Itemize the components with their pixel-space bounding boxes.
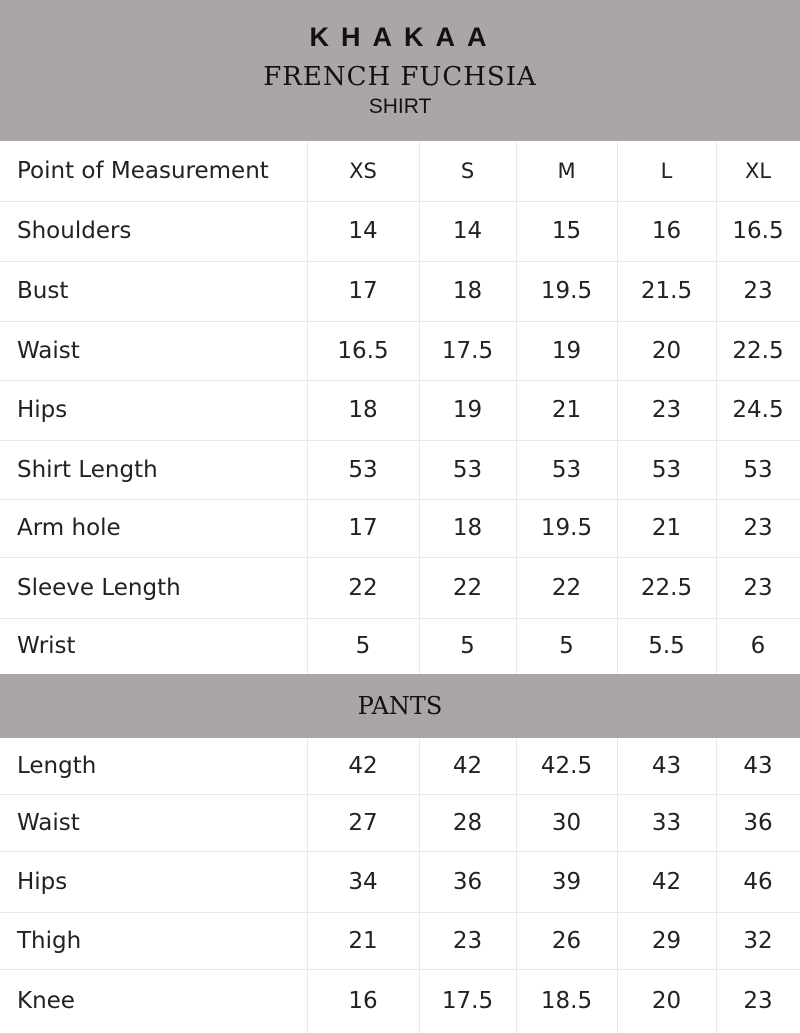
size-value: 20 (651, 988, 682, 1014)
size-value: 23 (743, 574, 773, 601)
size-value: 23 (743, 988, 773, 1014)
size-value: 18 (452, 278, 483, 304)
size-value: XS (349, 159, 377, 183)
pants-section-title: PANTS (0, 674, 800, 738)
shirt-section-title: SHIRT (368, 95, 432, 118)
size-value: 23 (452, 927, 483, 954)
column-divider (307, 738, 308, 1033)
size-value: 16 (651, 218, 682, 244)
size-value: 42.5 (540, 753, 593, 779)
size-value: 19.5 (540, 278, 593, 304)
size-value: 26 (551, 927, 582, 954)
column-divider (716, 738, 717, 1033)
size-value: 19 (452, 397, 483, 423)
size-value: 53 (551, 456, 582, 483)
row-label: Shirt Length (17, 456, 158, 483)
size-value: 22 (452, 574, 483, 601)
size-value: 17 (348, 515, 378, 541)
size-value: 19 (551, 337, 582, 364)
column-divider (516, 738, 517, 1033)
row-label: Sleeve Length (17, 574, 181, 601)
size-value: 16.5 (732, 218, 784, 244)
size-value: 27 (348, 809, 378, 836)
row-label: Waist (17, 337, 80, 364)
size-value: 21 (348, 927, 378, 954)
size-value: 19.5 (540, 515, 593, 541)
size-value: 22.5 (732, 337, 784, 364)
size-value: 22 (348, 574, 378, 601)
size-value: 42 (348, 753, 378, 779)
brand-logo-text: KHAKAA (309, 22, 499, 52)
size-value: M (557, 159, 576, 183)
size-value: 17.5 (441, 988, 494, 1014)
table-row (0, 969, 800, 1033)
size-value: 23 (651, 397, 682, 423)
column-divider (617, 738, 618, 1033)
size-value: 23 (743, 515, 773, 541)
table-row (0, 912, 800, 969)
size-value: 21 (551, 397, 582, 423)
size-value: 53 (651, 456, 682, 483)
size-value: 17 (348, 278, 378, 304)
row-label: Arm hole (17, 515, 121, 541)
table-row (0, 794, 800, 851)
size-value: 5 (460, 633, 475, 659)
row-label: Point of Measurement (17, 158, 269, 184)
size-value: 22 (551, 574, 582, 601)
size-value: 29 (651, 927, 682, 954)
table-row (0, 851, 800, 912)
size-value: 18 (452, 515, 483, 541)
size-value: 17.5 (441, 337, 494, 364)
column-divider (419, 738, 420, 1033)
size-value: 5.5 (648, 633, 685, 659)
row-divider (0, 969, 800, 970)
size-value: 53 (452, 456, 483, 483)
size-value: 53 (348, 456, 378, 483)
row-divider (0, 794, 800, 795)
row-label: Length (17, 753, 97, 779)
size-value: 18 (348, 397, 378, 423)
size-value: 34 (348, 868, 378, 895)
size-value: 32 (743, 927, 773, 954)
size-value: L (660, 159, 673, 183)
size-value: 16 (348, 988, 378, 1014)
row-label: Thigh (17, 927, 82, 954)
size-value: 5 (559, 633, 574, 659)
size-value: 21.5 (640, 278, 693, 304)
size-value: 14 (348, 218, 378, 244)
row-label: Waist (17, 809, 80, 836)
size-value: 36 (452, 868, 483, 895)
row-label: Shoulders (17, 218, 132, 244)
row-divider (0, 912, 800, 913)
size-value: 53 (743, 456, 773, 483)
size-value: 22.5 (640, 574, 693, 601)
size-value: 23 (743, 278, 773, 304)
size-value: 43 (743, 753, 773, 779)
size-value: 14 (452, 218, 483, 244)
size-value: 5 (355, 633, 371, 659)
size-value: 36 (743, 809, 773, 836)
row-label: Bust (17, 278, 69, 304)
size-value: XL (744, 159, 772, 183)
size-value: 42 (651, 868, 682, 895)
size-value: 24.5 (732, 397, 784, 423)
size-value: 43 (651, 753, 682, 779)
size-value: 28 (452, 809, 483, 836)
size-value: 15 (551, 218, 582, 244)
size-value: 18.5 (540, 988, 593, 1014)
size-value: 21 (651, 515, 682, 541)
size-value: 16.5 (337, 337, 389, 364)
size-value: 33 (651, 809, 682, 836)
row-label: Hips (17, 868, 68, 895)
size-value: 39 (551, 868, 582, 895)
size-value: 20 (651, 337, 682, 364)
row-label: Hips (17, 397, 68, 423)
collection-title: FRENCH FUCHSIA (263, 62, 537, 92)
size-value: 42 (452, 753, 483, 779)
row-divider (0, 851, 800, 852)
size-value: 30 (551, 809, 582, 836)
size-value: S (460, 159, 475, 183)
size-value: 46 (743, 868, 773, 895)
table-row (0, 738, 800, 794)
row-label: Knee (17, 988, 75, 1014)
size-value: 6 (750, 633, 766, 659)
row-label: Wrist (17, 633, 76, 659)
